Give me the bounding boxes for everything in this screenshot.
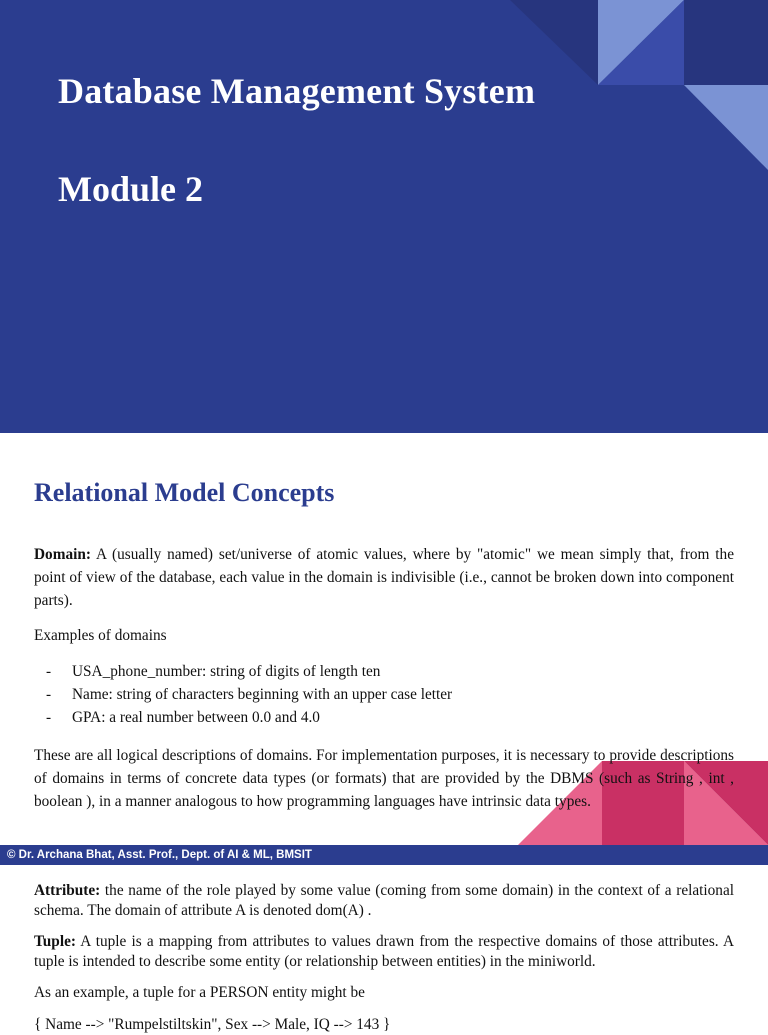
tuple-definition: A tuple is a mapping from attributes to values drawn from the respective domains of those attributes. A tuple is intended to describe some entity (or relationship between entities) in the miniworld. (34, 933, 734, 970)
list-item (34, 660, 734, 683)
list-item-text: GPA: a real number between 0.0 and 4.0 (72, 709, 320, 726)
dark-square (684, 0, 768, 85)
content-slide-continued (0, 865, 768, 1033)
examples-intro: Examples of domains (34, 627, 167, 644)
list-item (34, 683, 734, 706)
list-item (34, 706, 734, 729)
tuple-term: Tuple: (34, 933, 76, 950)
attribute-paragraph (34, 881, 734, 921)
tuple-example-value: { Name --> "Rumpelstiltskin", Sex --> Male, IQ --> 143 } (34, 1016, 391, 1033)
domain-paragraph (34, 543, 734, 612)
bullet-dash: - (46, 709, 52, 726)
example-intro: As an example, a tuple for a PERSON entity might be (34, 984, 365, 1001)
domain-definition: A (usually named) set/universe of atomic values, where by "atomic" we mean simply that, from the point of view of the database, each value in the domain is indivisible (i.e., cannot be broken down into component parts). (34, 546, 734, 609)
domain-examples-list (34, 660, 734, 729)
domain-term: Domain: (34, 546, 91, 563)
title-slide (0, 0, 768, 433)
tuple-paragraph (34, 932, 734, 972)
logical-descriptions-paragraph: These are all logical descriptions of domains. For implementation purposes, it is necessary to provide descriptions of domains in terms of concrete data types (or formats) that are provided by the DBMS (such as String , int , boolean ), in a manner analogous to how programming languages have intrinsic data types. (34, 747, 734, 810)
attribute-term: Attribute: (34, 882, 101, 899)
module-title: Module 2 (58, 169, 204, 209)
copyright-footer: © Dr. Archana Bhat, Asst. Prof., Dept. of AI & ML, BMSIT (0, 845, 768, 865)
bullet-dash: - (46, 663, 52, 680)
list-item-text: USA_phone_number: string of digits of length ten (72, 663, 381, 680)
section-heading: Relational Model Concepts (34, 478, 335, 507)
corner-decoration (0, 0, 768, 433)
light-lower-triangle (684, 85, 768, 170)
presentation-title: Database Management System (58, 71, 536, 111)
bullet-dash: - (46, 686, 52, 703)
attribute-definition: the name of the role played by some value (coming from some domain) in the context of a relational schema. The domain of attribute A is denoted dom(A) . (34, 882, 734, 919)
content-slide (0, 433, 768, 845)
list-item-text: Name: string of characters beginning with an upper case letter (72, 686, 453, 703)
